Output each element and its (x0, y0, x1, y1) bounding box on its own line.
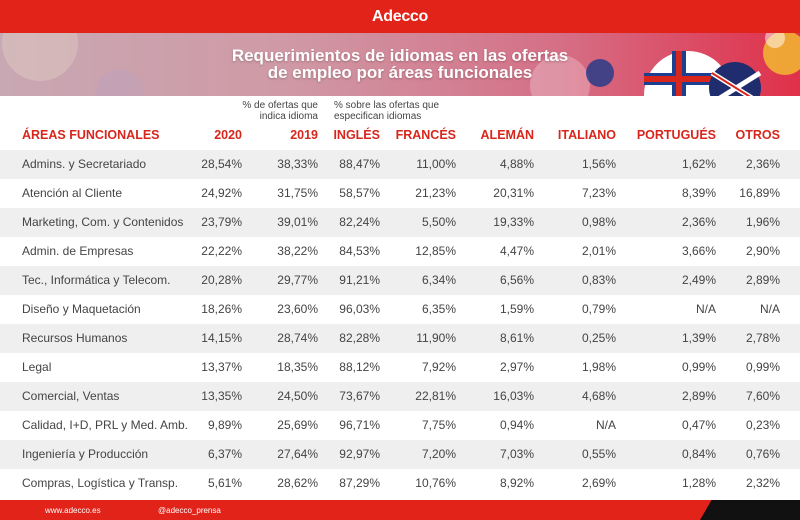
value-cell: 24,92% (201, 186, 242, 200)
value-cell: 7,92% (421, 360, 456, 374)
value-cell: 7,23% (581, 186, 616, 200)
footer-social: @adecco_prensa (158, 506, 221, 515)
value-cell: 4,68% (581, 389, 616, 403)
value-cell: 0,79% (581, 302, 616, 316)
column-header: ITALIANO (557, 128, 616, 142)
value-cell: 0,99% (745, 360, 780, 374)
top-bar (0, 0, 800, 33)
footer-website: www.adecco.es (45, 506, 101, 515)
value-cell: 6,35% (421, 302, 456, 316)
value-cell: 0,23% (745, 418, 780, 432)
value-cell: 1,96% (745, 215, 780, 229)
table-row (0, 295, 800, 324)
value-cell: N/A (695, 302, 716, 316)
value-cell: 0,25% (581, 331, 616, 345)
value-cell: 12,85% (415, 244, 456, 258)
value-cell: 1,98% (581, 360, 616, 374)
column-header: ALEMÁN (480, 128, 534, 142)
area-name-cell: Comercial, Ventas (22, 389, 120, 403)
value-cell: 28,54% (201, 157, 242, 171)
column-header: PORTUGUÉS (636, 128, 716, 142)
value-cell: 84,53% (339, 244, 380, 258)
value-cell: 7,75% (421, 418, 456, 432)
banner-title-line1: Requerimientos de idiomas en las ofertas (231, 46, 569, 65)
value-cell: 20,31% (493, 186, 534, 200)
value-cell: 82,24% (339, 215, 380, 229)
value-cell: N/A (595, 418, 616, 432)
column-header: 2019 (290, 128, 318, 142)
column-header: ÁREAS FUNCIONALES (22, 128, 160, 142)
table-row (0, 353, 800, 382)
value-cell: 13,37% (201, 360, 242, 374)
value-cell: 0,76% (745, 447, 780, 461)
area-name-cell: Legal (22, 360, 52, 374)
area-name-cell: Admin. de Empresas (22, 244, 134, 258)
value-cell: 0,99% (681, 360, 716, 374)
value-cell: 13,35% (201, 389, 242, 403)
column-header: OTROS (735, 128, 780, 142)
subhead-pct-offers-line1: % de ofertas que (242, 100, 318, 111)
value-cell: 18,35% (277, 360, 318, 374)
value-cell: 24,50% (277, 389, 318, 403)
value-cell: 20,28% (201, 273, 242, 287)
value-cell: 10,76% (415, 476, 456, 490)
value-cell: 8,61% (499, 331, 534, 345)
value-cell: 22,22% (201, 244, 242, 258)
value-cell: 38,33% (277, 157, 318, 171)
value-cell: 73,67% (339, 389, 380, 403)
value-cell: 0,83% (581, 273, 616, 287)
value-cell: 23,60% (277, 302, 318, 316)
value-cell: 9,89% (207, 418, 242, 432)
value-cell: 38,22% (277, 244, 318, 258)
column-header: INGLÉS (333, 128, 380, 142)
value-cell: 0,47% (681, 418, 716, 432)
value-cell: 82,28% (339, 331, 380, 345)
value-cell: 28,74% (277, 331, 318, 345)
column-header: FRANCÉS (395, 128, 456, 142)
table-row (0, 237, 800, 266)
value-cell: 88,12% (339, 360, 380, 374)
value-cell: 0,94% (499, 418, 534, 432)
table-row (0, 150, 800, 179)
banner (0, 33, 800, 96)
area-name-cell: Diseño y Maquetación (22, 302, 141, 316)
value-cell: 96,71% (339, 418, 380, 432)
area-name-cell: Atención al Cliente (22, 186, 123, 200)
value-cell: 2,89% (745, 273, 780, 287)
value-cell: 16,03% (493, 389, 534, 403)
value-cell: 23,79% (201, 215, 242, 229)
area-name-cell: Recursos Humanos (22, 331, 128, 345)
value-cell: 8,39% (681, 186, 716, 200)
value-cell: 6,34% (421, 273, 456, 287)
area-name-cell: Admins. y Secretariado (22, 157, 147, 171)
value-cell: 4,88% (499, 157, 534, 171)
value-cell: 29,77% (277, 273, 318, 287)
table-row (0, 208, 800, 237)
subhead-pct-offers-line2: indica idioma (259, 111, 318, 122)
footer-dark-accent (700, 500, 800, 520)
subhead-pct-offers (232, 100, 318, 122)
value-cell: 5,61% (207, 476, 242, 490)
value-cell: 87,29% (339, 476, 380, 490)
footer-stripe (0, 500, 800, 520)
value-cell: 11,00% (416, 157, 456, 171)
value-cell: 2,01% (581, 244, 616, 258)
value-cell: 2,36% (745, 157, 780, 171)
value-cell: 58,57% (339, 186, 380, 200)
value-cell: 0,55% (581, 447, 616, 461)
value-cell: 1,62% (681, 157, 716, 171)
value-cell: 7,20% (421, 447, 456, 461)
value-cell: 2,49% (681, 273, 716, 287)
table-row (0, 324, 800, 353)
value-cell: 1,28% (681, 476, 716, 490)
table-row (0, 469, 800, 498)
value-cell: 6,37% (207, 447, 242, 461)
area-name-cell: Ingeniería y Producción (22, 447, 149, 461)
value-cell: 7,03% (499, 447, 534, 461)
column-header: 2020 (214, 128, 242, 142)
value-cell: 25,69% (277, 418, 318, 432)
area-name-cell: Calidad, I+D, PRL y Med. Amb. (22, 418, 188, 432)
value-cell: 0,84% (681, 447, 716, 461)
value-cell: 5,50% (421, 215, 456, 229)
banner-title-line2: de empleo por áreas funcionales (267, 63, 533, 82)
value-cell: 14,15% (201, 331, 242, 345)
value-cell: 27,64% (277, 447, 318, 461)
value-cell: 0,98% (581, 215, 616, 229)
banner-title (0, 47, 800, 81)
table-row (0, 440, 800, 469)
area-name-cell: Marketing, Com. y Contenidos (22, 215, 184, 229)
value-cell: 1,39% (681, 331, 716, 345)
value-cell: 7,60% (745, 389, 780, 403)
value-cell: 2,78% (745, 331, 780, 345)
value-cell: 4,47% (499, 244, 534, 258)
value-cell: 2,90% (745, 244, 780, 258)
value-cell: 31,75% (277, 186, 318, 200)
value-cell: 19,33% (493, 215, 534, 229)
subhead-pct-over (334, 100, 464, 122)
value-cell: 3,66% (681, 244, 716, 258)
value-cell: 1,59% (499, 302, 534, 316)
value-cell: 11,90% (416, 331, 456, 345)
value-cell: 88,47% (339, 157, 380, 171)
value-cell: 2,32% (745, 476, 780, 490)
value-cell: 39,01% (277, 215, 318, 229)
adecco-logo: Adecco (372, 7, 428, 25)
table-row (0, 411, 800, 440)
subhead-pct-over-line2: especifican idiomas (334, 111, 422, 122)
area-name-cell: Tec., Informática y Telecom. (22, 273, 171, 287)
value-cell: N/A (759, 302, 780, 316)
value-cell: 18,26% (201, 302, 242, 316)
table-row (0, 266, 800, 295)
value-cell: 16,89% (739, 186, 780, 200)
value-cell: 91,21% (339, 273, 380, 287)
value-cell: 2,36% (681, 215, 716, 229)
value-cell: 92,97% (339, 447, 380, 461)
value-cell: 6,56% (499, 273, 534, 287)
subhead-pct-over-line1: % sobre las ofertas que (334, 100, 440, 111)
value-cell: 22,81% (415, 389, 456, 403)
value-cell: 1,56% (581, 157, 616, 171)
value-cell: 2,97% (499, 360, 534, 374)
value-cell: 21,23% (415, 186, 456, 200)
value-cell: 2,69% (581, 476, 616, 490)
area-name-cell: Compras, Logística y Transp. (22, 476, 179, 490)
table-row (0, 179, 800, 208)
value-cell: 96,03% (339, 302, 380, 316)
table-row (0, 382, 800, 411)
value-cell: 2,89% (681, 389, 716, 403)
value-cell: 28,62% (277, 476, 318, 490)
value-cell: 8,92% (499, 476, 534, 490)
